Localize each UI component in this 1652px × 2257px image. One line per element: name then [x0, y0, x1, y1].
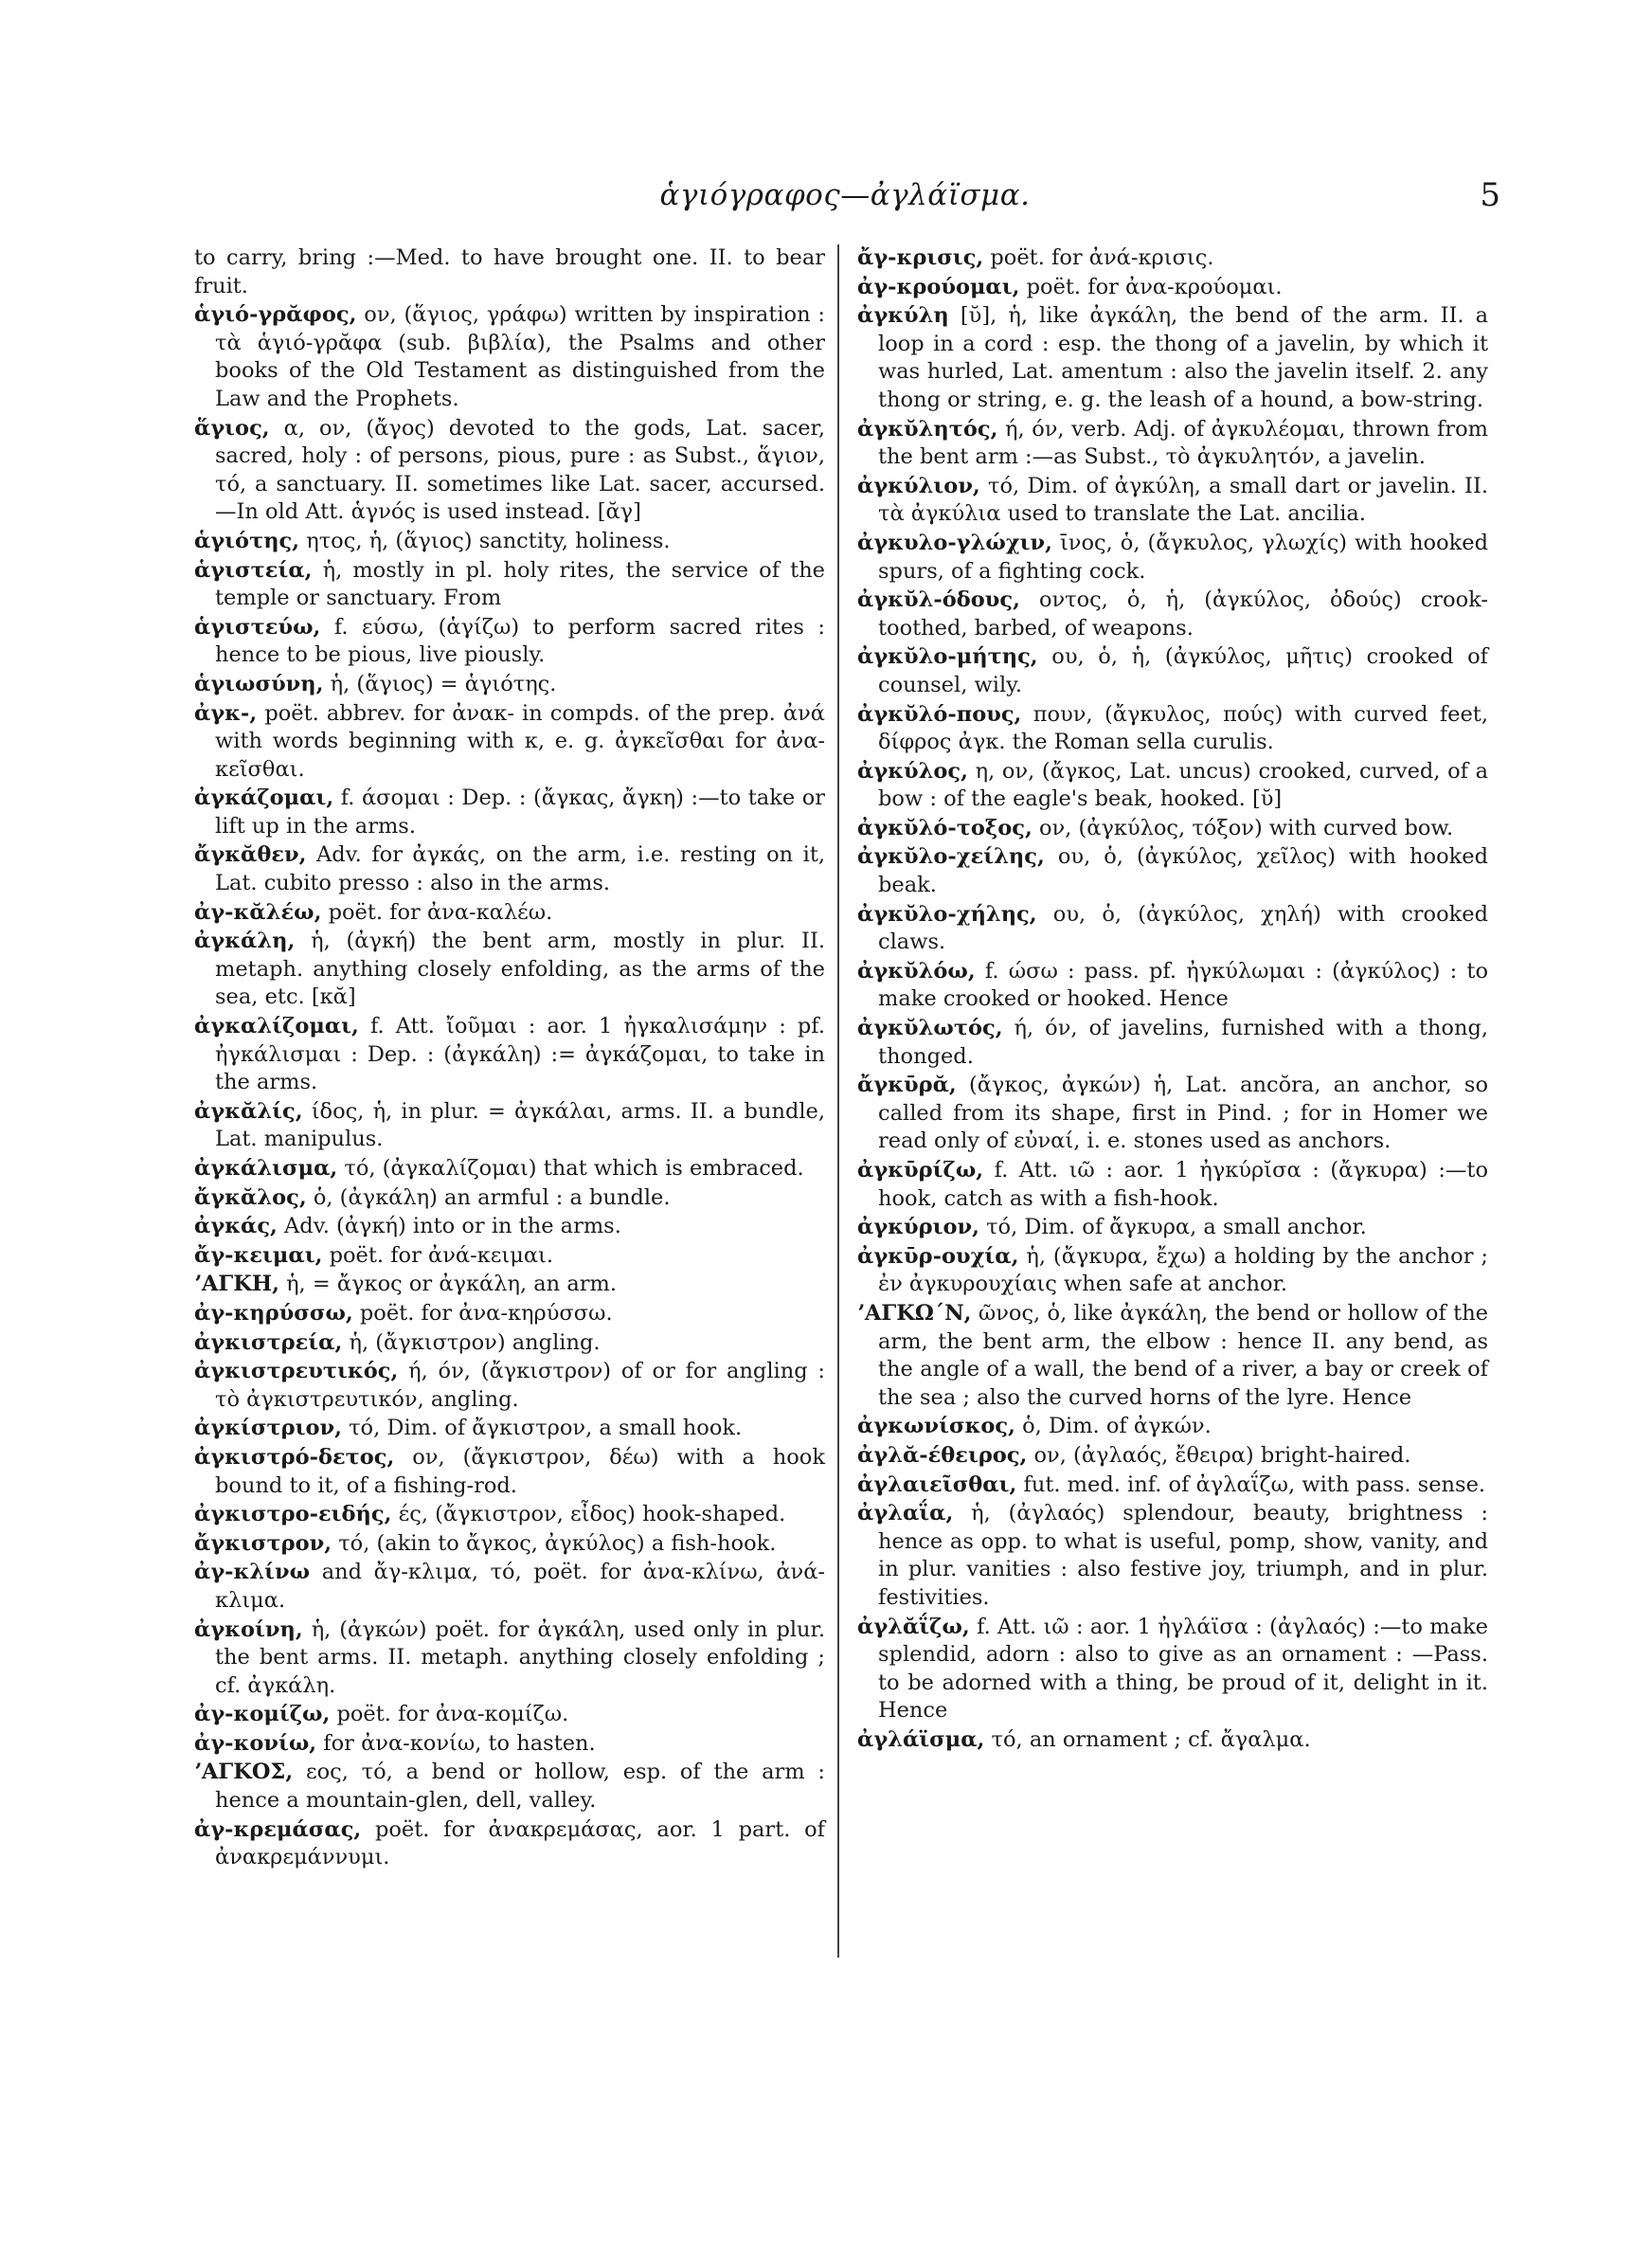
entry-definition: α, ον, (ἄγος) devoted to the gods, Lat. sacer, sacred, holy : of persons, pious, pure : as Subst., ἅγιον, τό, a sanctuary. II. sometimes like Lat. sacer, accursed.—In old Att. ἁγνός is used instead. [ᾰγ] [215, 415, 825, 525]
dictionary-entry [857, 244, 1488, 273]
dictionary-entry [194, 1415, 825, 1443]
entry-headword: ἁγιστεία, [194, 557, 313, 583]
dictionary-entry [857, 643, 1488, 699]
dictionary-entry [194, 1098, 825, 1154]
dictionary-entry [194, 928, 825, 1012]
dictionary-entry [194, 1184, 825, 1213]
entry-definition: ον, (ἀγκύλος, τόξον) with curved bow. [1038, 815, 1454, 840]
entry-definition: Adv. for ἀγκάς, on the arm, i.e. resting on it, Lat. cubito presso : also in the arms. [215, 842, 826, 896]
entry-definition: ἡ, (ἀγκή) the bent arm, mostly in plur. II. metaph. anything closely enfolding, as the arms of the sea, etc. [κᾰ] [215, 929, 825, 1010]
entry-headword: ἀγκύλος, [857, 758, 968, 784]
entry-headword: ἅγιος, [194, 415, 270, 441]
entry-headword: ἀγ-κρεμάσας, [194, 1816, 362, 1842]
dictionary-entry [857, 530, 1488, 586]
entry-definition: poët. for ἀνα-κομίζω. [336, 1702, 569, 1727]
dictionary-entry [857, 1500, 1488, 1612]
entry-headword: ἄγκᾰλος, [194, 1184, 307, 1210]
dictionary-entry [194, 1300, 825, 1328]
entry-definition: f. Att. ιῶ : aor. 1 ἠγκύρῐσα : (ἄγκυρα) :—to hook, catch as with a fish-hook. [878, 1158, 1489, 1211]
entry-headword: ἀγκωνίσκος, [857, 1414, 1015, 1439]
dictionary-entry [194, 1358, 825, 1414]
entry-headword: ἀγλαιεῖσθαι, [857, 1472, 1017, 1497]
dictionary-entry [857, 843, 1488, 899]
entry-headword: ἀγκιστρο-ειδής, [194, 1502, 392, 1527]
entry-headword: ἀγκύριον, [857, 1215, 979, 1240]
entry-definition: τό, Dim. of ἀγκύλη, a small dart or javelin. II. τὰ ἀγκύλια used to translate the Lat. ancilia. [878, 473, 1488, 527]
entry-continuation [194, 244, 825, 300]
dictionary-entry [194, 1501, 825, 1529]
entry-definition: ου, ὁ, ἡ, (ἀγκύλος, μῆτις) crooked of counsel, wily. [878, 644, 1488, 697]
entry-headword: ἁγιστεύω, [194, 614, 321, 640]
dictionary-entry [194, 415, 825, 527]
dictionary-entry [194, 1530, 825, 1559]
running-title: ἁγιόγραφος—ἀγλάϊσμα. [659, 178, 1031, 212]
dictionary-entry [194, 1559, 825, 1615]
entry-headword: ἀγ-κᾰλέω, [194, 899, 322, 925]
entry-definition: ἡ, (ἀγλαός) splendour, beauty, brightness : hence as opp. to what is useful, pomp, show, vanity, and in plur. vanities : also festive joy, triumph, and in plur. festivities. [878, 1501, 1488, 1610]
entry-definition: πουν, (ἄγκυλος, πούς) with curved feet, δίφρος ἀγκ. the Roman sella curulis. [878, 701, 1488, 755]
entry-headword: ἀγκῠλο-χήλης, [857, 901, 1037, 927]
entry-headword: ἁγιό-γρᾰφος, [194, 302, 357, 328]
dictionary-entry [857, 1442, 1488, 1471]
dictionary-entry [857, 1300, 1488, 1412]
entry-definition: ου, ὁ, (ἀγκύλος, χηλή) with crooked claws. [878, 901, 1488, 955]
entry-definition: ή, όν, verb. Adj. of ἀγκυλέομαι, thrown from the bent arm :—as Subst., τὸ ἀγκυλητόν, a javelin. [878, 416, 1488, 470]
entry-definition: and ἄγ-κλιμα, τό, poët. for ἀνα-κλίνω, ἀνά-κλιμα. [215, 1560, 825, 1613]
right-column [857, 244, 1488, 1755]
dictionary-entry [857, 958, 1488, 1014]
dictionary-entry [194, 1155, 825, 1183]
dictionary-entry [194, 1759, 825, 1815]
entry-definition: Adv. (ἀγκή) into or in the arms. [284, 1214, 621, 1239]
entry-headword: ἄγκῡρᾰ, [857, 1073, 957, 1098]
entry-headword: ἀγκῠλο-χείλης, [857, 844, 1045, 870]
entry-definition: ἡ, (ἅγιος) = ἁγιότης. [330, 671, 557, 696]
dictionary-entry [194, 1444, 825, 1500]
entry-headword: ἀγκάζομαι, [194, 785, 334, 811]
dictionary-entry [194, 1816, 825, 1872]
entry-definition: poët. for ἀνα-κρούομαι. [1026, 274, 1283, 299]
entry-definition: οντος, ὁ, ἡ, (ἀγκύλος, ὀδούς) crook-toothed, barbed, of weapons. [878, 587, 1488, 641]
entry-definition: ὁ, (ἀγκάλη) an armful : a bundle. [313, 1184, 671, 1210]
entry-definition: ῶνος, ὁ, like ἀγκάλη, the bend or hollow of the arm, the bent arm, the elbow : hence II. any bend, as the angle of a wall, the bend of a river, a bay or creek of the sea ; also the curved horns of the lyre. Hence [878, 1300, 1489, 1410]
entry-headword: ἀγκῠλό-τοξος, [857, 815, 1032, 840]
entry-definition: poët. abbrev. for ἀνακ- in compds. of the prep. ἀνά with words beginning with κ, e. g. ἀγκεῖσθαι for ἀνα-κεῖσθαι. [215, 700, 826, 782]
entry-definition: ον, (ἀγλαός, ἔθειρα) bright-haired. [1033, 1442, 1411, 1468]
entry-headword: ἄγκιστρον, [194, 1530, 332, 1556]
entry-definition: εος, τό, a bend or hollow, esp. of the arm : hence a mountain-glen, dell, valley. [215, 1760, 825, 1814]
entry-headword: ἀγκύλιον, [857, 473, 980, 498]
entry-definition: ές, (ἄγκιστρον, εἶδος) hook-shaped. [398, 1502, 786, 1527]
entry-headword: ἀγκῠλόω, [857, 958, 976, 984]
entry-headword: ʼΑΓΚΗ, [194, 1272, 279, 1297]
entry-headword: ἀγκῠλωτός, [857, 1016, 1003, 1041]
entry-definition: ἡ, (ἄγκιστρον) angling. [349, 1329, 601, 1355]
entry-headword: ἀγ-κρούομαι, [857, 274, 1020, 299]
dictionary-entry [194, 841, 825, 897]
entry-headword: ἀγλαΐα, [857, 1501, 954, 1526]
dictionary-entry [857, 758, 1488, 814]
dictionary-entry [857, 1472, 1488, 1500]
entry-headword: ἀγκῠλό-πους, [857, 701, 1022, 727]
entry-headword: ἀγ-κομίζω, [194, 1702, 331, 1727]
dictionary-entry [857, 1243, 1488, 1299]
page-number: 5 [1480, 176, 1500, 214]
dictionary-entry [194, 1329, 825, 1358]
entry-headword: ἄγ-κρισις, [857, 245, 984, 270]
entry-definition: τό, Dim. of ἄγκιστρον, a small hook. [349, 1416, 743, 1441]
running-head [189, 178, 1500, 224]
entry-definition: for ἀνα-κονίω, to hasten. [323, 1730, 596, 1756]
entry-definition: [ῠ], ἡ, like ἀγκάλη, the bend of the arm. II. a loop in a cord : esp. the thong of a javelin, by which it was hurled, Lat. amentum : also the javelin itself. 2. any thong or string, e. g. the leash of a hound, a bow-string. [878, 303, 1489, 412]
dictionary-entry [194, 301, 825, 413]
entry-headword: ἀγλᾰΐζω, [857, 1614, 970, 1639]
entry-definition: τό, (akin to ἄγκος, ἀγκύλος) a fish-hook. [338, 1530, 777, 1556]
entry-definition: ἡ, (ἄγκυρα, ἔχω) a holding by the anchor ; ἐν ἀγκυρουχίαις when safe at anchor. [878, 1243, 1488, 1297]
entry-definition: f. εύσω, (ἁγίζω) to perform sacred rites : hence to be pious, live piously. [215, 614, 825, 668]
dictionary-entry [194, 1271, 825, 1299]
dictionary-entry [857, 473, 1488, 529]
entry-definition: ή, όν, of javelins, furnished with a thong, thonged. [878, 1016, 1488, 1069]
dictionary-entry [194, 1701, 825, 1729]
dictionary-entry [194, 1242, 825, 1271]
entry-headword: ἀγκῠλητός, [857, 416, 998, 442]
entry-definition: f. ώσω : pass. pf. ἠγκύλωμαι : (ἀγκύλος) : to make crooked or hooked. Hence [878, 958, 1488, 1012]
entry-headword: ἀγκιστρευτικός, [194, 1359, 399, 1384]
dictionary-entry [194, 899, 825, 928]
entry-definition: poët. for ἀνά-κειμαι. [329, 1242, 554, 1268]
dictionary-entry [194, 614, 825, 670]
entry-headword: ἀγκῡρίζω, [857, 1158, 984, 1183]
dictionary-entry [194, 1213, 825, 1241]
entry-headword: ἀγκίστριον, [194, 1416, 342, 1441]
dictionary-entry [194, 528, 825, 556]
entry-definition: ἡ, = ἄγκος or ἀγκάλη, an arm. [286, 1272, 617, 1297]
entry-headword: ʼΑΓΚΩ΄Ν, [857, 1300, 972, 1326]
entry-definition: ῑνος, ὁ, (ἄγκυλος, γλωχίς) with hooked spurs, of a fighting cock. [878, 530, 1489, 584]
entry-definition: (ἄγκος, ἀγκών) ἡ, Lat. ancŏra, an anchor, so called from its shape, first in Pind. ; for in Homer we read only of εὐναί, i. e. stones used as anchors. [878, 1073, 1489, 1154]
entry-headword: ἀγκῠλ-όδους, [857, 587, 1020, 613]
dictionary-entry [857, 901, 1488, 957]
entry-definition: poët. for ἀνακρεμάσας, aor. 1 part. of ἀνακρεμάννυμι. [215, 1816, 825, 1870]
entry-definition: τό, an ornament ; cf. ἄγαλμα. [991, 1726, 1311, 1752]
entry-definition: f. Att. ιῶ : aor. 1 ἠγλάϊσα : (ἀγλαός) :—to make splendid, adorn : also to give as an ornament : —Pass. to be adorned with a thing, be proud of it, delight in it. Hence [878, 1614, 1488, 1724]
left-column [194, 244, 825, 1873]
entry-definition: f. Att. ἴοῦμαι : aor. 1 ἠγκαλισάμην : pf. ἠγκάλισμαι : Dep. : (ἀγκάλη) := ἀγκάζομαι, to take in the arms. [215, 1014, 825, 1095]
entry-definition: η, ον, (ἄγκος, Lat. uncus) crooked, curved, of a bow : of the eagle's beak, hooked. [ῠ] [878, 758, 1488, 812]
entry-headword: ἁγιότης, [194, 528, 300, 553]
entry-headword: ἄγ-κειμαι, [194, 1242, 323, 1268]
entry-headword: ἀγκάς, [194, 1214, 278, 1239]
dictionary-entry [857, 1614, 1488, 1725]
entry-definition: ου, ὁ, (ἀγκύλος, χεῖλος) with hooked beak. [878, 844, 1488, 898]
entry-headword: ἀγλάϊσμα, [857, 1726, 985, 1752]
entry-headword: ἀγκῠλο-μήτης, [857, 644, 1038, 670]
dictionary-entry [857, 1072, 1488, 1156]
dictionary-entry [857, 1157, 1488, 1213]
dictionary-entry [194, 671, 825, 699]
entry-definition: ητος, ἡ, (ἅγιος) sanctity, holiness. [306, 528, 671, 553]
entry-headword: ἀγκύλη [857, 303, 949, 329]
entry-headword: ἀγκοίνη, [194, 1616, 303, 1642]
entry-headword: ἀγκῡρ-ουχία, [857, 1243, 1019, 1269]
column-divider [837, 244, 839, 1958]
entry-definition: ἡ, mostly in pl. holy rites, the service of the temple or sanctuary. From [215, 557, 825, 611]
entry-definition: ή, όν, (ἄγκιστρον) of or for angling : τὸ ἀγκιστρευτικόν, angling. [215, 1359, 825, 1412]
dictionary-entry [857, 302, 1488, 414]
dictionary-entry [194, 785, 825, 840]
dictionary-entry [857, 274, 1488, 302]
entry-definition: ἡ, (ἀγκών) poët. for ἀγκάλη, used only in plur. the bent arms. II. metaph. anything closely enfolding ; cf. ἀγκάλη. [215, 1616, 825, 1698]
entry-definition: ίδος, ἡ, in plur. = ἀγκάλαι, arms. II. a bundle, Lat. manipulus. [215, 1098, 826, 1152]
entry-headword: ἁγιωσύνη, [194, 671, 324, 696]
dictionary-entry [857, 701, 1488, 757]
entry-headword: ἄγκᾰθεν, [194, 842, 307, 868]
entry-definition: fut. med. inf. of ἀγλαΐζω, with pass. sense. [1023, 1472, 1486, 1497]
entry-headword: ἀγλᾰ-έθειρος, [857, 1442, 1028, 1468]
dictionary-entry [857, 1214, 1488, 1242]
entry-headword: ἀγ-κονίω, [194, 1730, 317, 1756]
entry-headword: ἀγκιστρό-δετος, [194, 1444, 395, 1470]
entry-definition: poët. for ἀνά-κρισις. [990, 245, 1214, 270]
dictionary-entry [194, 700, 825, 785]
dictionary-entry [857, 1726, 1488, 1755]
entry-definition: ον, (ἄγκιστρον, δέω) with a hook bound to it, of a fishing-rod. [215, 1444, 825, 1498]
dictionary-entry [857, 1413, 1488, 1441]
entry-definition: τό, Dim. of ἄγκυρα, a small anchor. [986, 1215, 1367, 1240]
entry-headword: ἀγκ-, [194, 700, 258, 726]
dictionary-entry [194, 1616, 825, 1701]
entry-headword: ἀγκᾰλίς, [194, 1098, 303, 1124]
entry-definition: poët. for ἀνα-κηρύσσω. [359, 1300, 613, 1326]
dictionary-entry [194, 1730, 825, 1759]
entry-headword: ἀγ-κλίνω [194, 1560, 311, 1585]
entry-headword: ἀγκάλη, [194, 929, 296, 954]
entry-headword: ἀγκυλο-γλώχιν, [857, 530, 1052, 555]
dictionary-entry [194, 557, 825, 613]
entry-headword: ἀγκιστρεία, [194, 1329, 343, 1355]
dictionary-entry [857, 1015, 1488, 1071]
entry-headword: ʼΑΓΚΟΣ, [194, 1760, 294, 1785]
entry-definition: poët. for ἀνα-καλέω. [328, 899, 553, 925]
entry-headword: ἀγκαλίζομαι, [194, 1014, 359, 1039]
entry-headword: ἀγ-κηρύσσω, [194, 1300, 353, 1326]
dictionary-entry [857, 416, 1488, 472]
dictionary-entry [857, 815, 1488, 843]
dictionary-entry [194, 1013, 825, 1097]
entry-definition: ὁ, Dim. of ἀγκών. [1022, 1414, 1212, 1439]
entry-headword: ἀγκάλισμα, [194, 1156, 338, 1181]
entry-definition: f. άσομαι : Dep. : (ἄγκας, ἄγκη) :—to take or lift up in the arms. [215, 785, 826, 839]
entry-definition: ον, (ἅγιος, γράφω) written by inspiration : τὰ ἁγιό-γρᾰφα (sub. βιβλία), the Psalms and other books of the Old Testament as distinguished from the Law and the Prophets. [215, 302, 826, 411]
dictionary-entry [857, 587, 1488, 642]
entry-definition: to carry, bring :—Med. to have brought one. II. to bear fruit. [194, 245, 825, 298]
entry-definition: τό, (ἀγκαλίζομαι) that which is embraced. [344, 1156, 804, 1181]
